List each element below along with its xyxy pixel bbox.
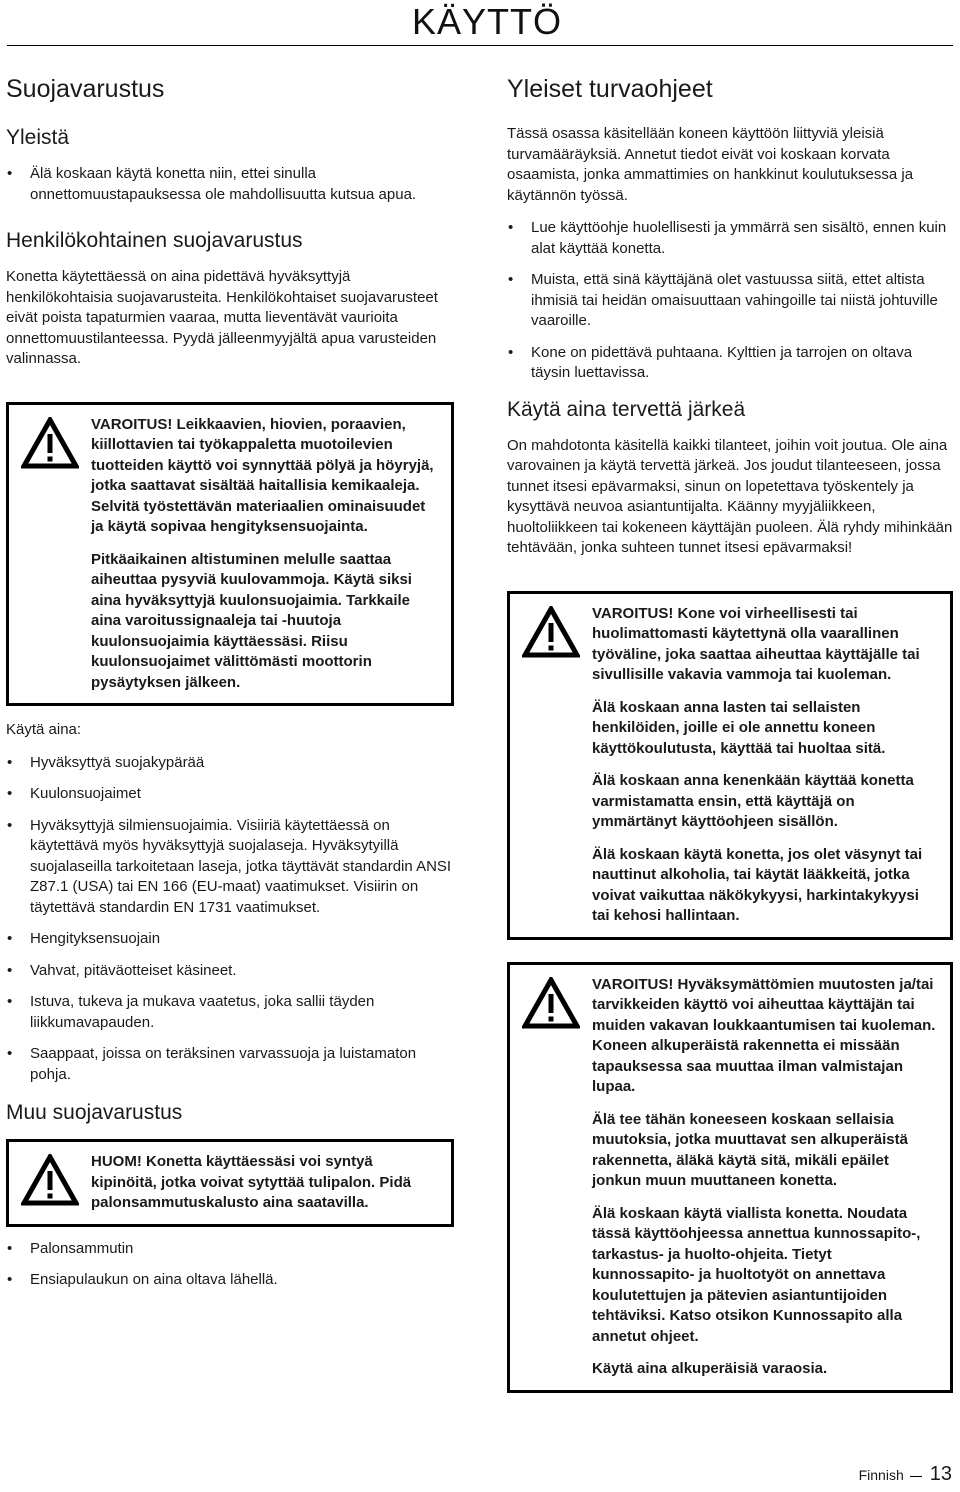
list-item: • Ensiapulaukun on aina oltava lähellä.: [6, 1270, 454, 1291]
always-use-list: [6, 753, 454, 1086]
header-rule: [7, 45, 953, 46]
warning-text: Älä koskaan käytä viallista konetta. Noudata tässä käyttöohjeessa annettua kunnossapito-, tarkastus- ja huolto-ohjeita. Tietyt kunnossapito- ja huoltotyöt on annettava koulutettujen ja pätevien asiantuntijoiden tehtäviksi. Katso otsikon Kunnossapito alla annetut ohjeet.: [592, 1204, 921, 1345]
warning-text: Älä koskaan anna kenenkään käyttää konetta varmistamatta ensin, että käyttäjä on ymmärtänyt käyttöohjeen sisällön.: [592, 772, 914, 830]
list-item: • Kone on pidettävä puhtaana. Kylttien ja tarrojen on oltava täysin luettavissa.: [507, 343, 953, 384]
list-item: • Hyväksyttyjä silmiensuojaimia. Visiiriä käytettäessä on käytettävä myös hyväksyttyjä suojalaseja. Hyväksytyillä suojalaseilla tarkoitetaan laseja, jotka täyttävät standardin ANSI Z87.1 (USA) tai EN 166 (EU-maat) vaatimukset. Visiirin on täytettävä standardin EN 1731 vaatimukset.: [6, 816, 454, 919]
list-item: • Kuulonsuojaimet: [6, 784, 454, 805]
warning-triangle-icon: [522, 977, 580, 1029]
warning-text: Pitkäaikainen altistuminen melulle saattaa aiheuttaa pysyviä kuulovammoja. Käytä siksi aina hyväksyttyjä kuulonsuojaimia. Tarkkaile aina varoitussignaaleja tai -huutoja kuulonsuojaimia käyttäessäsi. Riisu kuulonsuojaimet välittömästi moottorin pysäytyksen jälkeen.: [91, 550, 412, 691]
safety-list: [507, 218, 953, 384]
warning-triangle-icon: [522, 606, 580, 658]
warning-box-modifications: [507, 962, 953, 1393]
list-item: • Lue käyttöohje huolellisesti ja ymmärrä sen sisältö, ennen kuin alat käyttää konetta.: [507, 218, 953, 259]
warning-triangle-icon: [21, 417, 79, 469]
list-item: • Hengityksensuojain: [6, 929, 454, 950]
page-title: KÄYTTÖ: [412, 1, 563, 42]
warning-text: HUOM! Konetta käyttäessäsi voi syntyä kipinöitä, jotka voivat sytyttää tulipalon. Pidä palonsammutuskalusto aina saatavilla.: [91, 1153, 412, 1211]
warning-text: VAROITUS! Leikkaavien, hiovien, poraavien, kiillottavien tai työkappaletta muotoilevien tuotteiden käyttö voi synnyttää pölyä ja höyryjä, jotka saattavat sisältää haitallisia kemikaaleja. Selvitä työstettävän materiaalien ominaisuudet ja käytä sopivaa hengityksensuojainta.: [91, 415, 434, 535]
page-number: 13: [929, 1463, 952, 1485]
heading-other-equipment: Muu suojavarustus: [6, 1101, 183, 1124]
always-use-label: Käytä aina:: [6, 721, 82, 738]
footer-separator: [910, 1476, 922, 1477]
warning-text: VAROITUS! Kone voi virheellisesti tai huolimattomasti käytettynä olla vaarallinen työväline, joka saattaa aiheuttaa käyttäjälle tai sivullisille vakavia vammoja tai kuoleman.: [592, 604, 920, 683]
section-title-protective-equipment: Suojavarustus: [6, 75, 165, 103]
list-item: • Palonsammutin: [6, 1239, 454, 1260]
footer-language: Finnish: [858, 1467, 904, 1483]
general-list: [6, 164, 454, 205]
warning-triangle-icon: [21, 1154, 79, 1206]
warning-box-sparks: [6, 1139, 454, 1227]
heading-general: Yleistä: [6, 126, 70, 149]
warning-text: Älä koskaan anna lasten tai sellaisten henkilöiden, joille ei ole annettu koneen käyttökoulutusta, käyttää tai huoltaa sitä.: [592, 698, 886, 757]
left-column: [6, 72, 454, 1303]
list-item: • Saappaat, joissa on teräksinen varvassuoja ja luistamaton pohja.: [6, 1044, 454, 1085]
common-sense-paragraph: On mahdotonta käsitellä kaikki tilanteet, joihin voit joutua. Ole aina varovainen ja käytä tervettä järkeä. Jos joudut tilanteeseen, jossa tunnet itsesi epävarmaksi, sinun on lopetettava työskentely ja kysyttävä neuvoa asiantuntijalta. Käänny myyjäliikkeen, huoltoliikkeen tai kokeneen käyttäjän puoleen. Älä ryhdy mihinkään tehtävään, jonka suhteen tunnet itsesi epävarmaksi!: [507, 436, 953, 556]
section-title-general-safety: Yleiset turvaohjeet: [507, 75, 713, 103]
other-equipment-list: [6, 1239, 454, 1291]
heading-common-sense: Käytä aina tervettä järkeä: [507, 397, 746, 421]
personal-paragraph: Konetta käytettäessä on aina pidettävä hyväksyttyjä henkilökohtaisia suojavarusteita. Henkilökohtaiset suojavarusteet eivät poista tapaturmien vaaraa, mutta lieventävät vaurioita onnettomuustilanteessa. Pyydä jälleenmyyjältä apua varusteiden valinnassa.: [6, 268, 438, 367]
list-item: • Muista, että sinä käyttäjänä olet vastuussa siitä, ettet altista ihmisiä tai heidän omaisuuttaan vahingoille tai niistä johtuville vaaroille.: [507, 270, 953, 332]
list-item: • Istuva, tukeva ja mukava vaatetus, joka sallii täyden liikkumavapauden.: [6, 992, 454, 1033]
intro-paragraph: Tässä osassa käsitellään koneen käyttöön liittyviä yleisiä turvamääräyksiä. Annetut tiedot eivät voi koskaan korvata osaamista, jonka ammattimies on hankkinut koulutuksessa ja käytännön työssä.: [507, 125, 914, 204]
warning-text: Älä koskaan käytä konetta, jos olet väsynyt tai nauttinut alkoholia, tai käytät lääkkeitä, jotka voivat vaikuttaa näkökykyysi, harkintakykyysi tai kehosi hallintaan.: [592, 845, 923, 924]
warning-text: VAROITUS! Hyväksymättömien muutosten ja/tai tarvikkeiden käyttö voi aiheuttaa käyttäjän tai muiden vakavan loukkaantumisen tai kuoleman. Koneen alkuperäistä rakennetta ei missään tapauksessa saa muuttaa ilman valmistajan lupaa.: [592, 975, 936, 1095]
warning-text: Älä tee tähän koneeseen koskaan sellaisia muutoksia, jotka muuttavat sen alkuperäistä rakennetta, äläkä käytä sitä, mikäli epäilet jonkun muun muuttaneen konetta.: [592, 1110, 908, 1189]
list-item: • Vahvat, pitäväotteiset käsineet.: [6, 961, 454, 982]
heading-personal-equipment: Henkilökohtainen suojavarustus: [6, 229, 303, 252]
right-column: [507, 72, 953, 1405]
list-item: • Hyväksyttyä suojakypärää: [6, 753, 454, 774]
page-footer: [859, 1463, 952, 1486]
list-item: • Älä koskaan käytä konetta niin, ettei sinulla onnettomuustapauksessa ole mahdollisuutta kutsua apua.: [6, 164, 454, 205]
warning-text: Käytä aina alkuperäisiä varaosia.: [592, 1360, 828, 1377]
warning-box-misuse: [507, 591, 953, 940]
warning-box-dust-noise: [6, 402, 454, 707]
